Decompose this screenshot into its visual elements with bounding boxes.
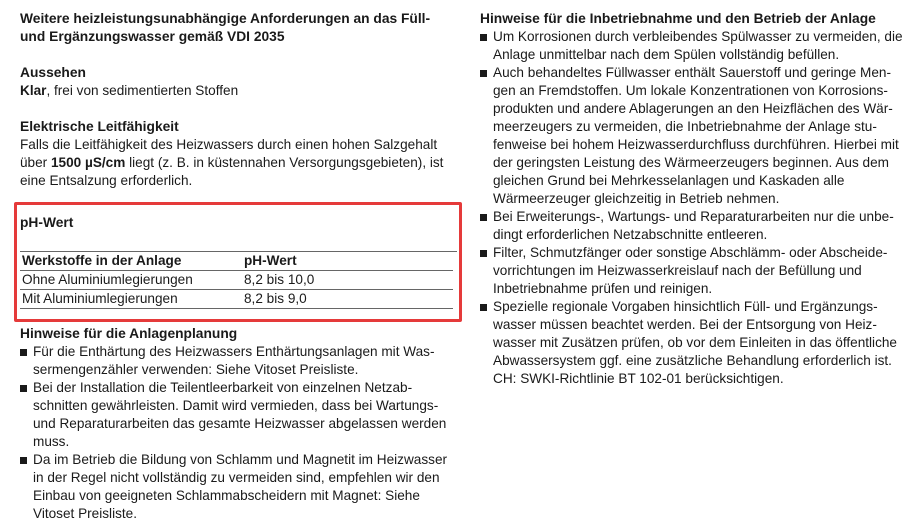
leitfaehigkeit-text-b: liegt (z. B. in küstennahen Versorgungsgebieten), ist eine Entsalzung erforderlich. <box>20 155 444 188</box>
list-item: Für die Enthärtung des Heizwassers Enthärtungsanlagen mit Wassermengenzähler verwenden: Siehe Vitoset Preisliste. <box>20 343 457 379</box>
aussehen-title: Aussehen <box>20 65 86 80</box>
list-item: Spezielle regionale Vorgaben hinsichtlich Füll- und Ergänzungswasser müssen beachtet werden. Bei der Entsorgung von Heizwasser mit Zusätzen prüfen, ob vor dem Einleiten in das öffentliche Abwassersystem ggf. eine zusätzliche Behandlung erforderlich ist. <box>480 298 905 370</box>
ph-highlight-frame <box>14 202 462 322</box>
ph-material-cell: Mit Aluminiumlegierungen <box>20 290 242 309</box>
list-item: Bei Erweiterungs-, Wartungs- und Reparaturarbeiten nur die unbedingt erforderlichen Netzabschnitte entleeren. <box>480 208 905 244</box>
list-item: Filter, Schmutzfänger oder sonstige Abschlämm- oder Abscheidevorrichtungen im Heizwasserkreislauf nach der Befüllung und Inbetriebnahme prüfen und reinigen. <box>480 244 905 298</box>
leitfaehigkeit-threshold: 1500 µS/cm <box>50 155 126 170</box>
aussehen-value: Klar <box>20 83 47 98</box>
right-column <box>480 10 905 388</box>
betrieb-list <box>480 28 905 370</box>
main-heading: Weitere heizleistungsunabhängige Anforderungen an das Füll- und Ergänzungswasser gemäß VDI 2035 <box>20 11 431 44</box>
planung-title: Hinweise für die Anlagenplanung <box>20 326 238 341</box>
ch-note: CH: SWKI-Richtlinie BT 102-01 berücksichtigen. <box>493 371 784 386</box>
leitfaehigkeit-text-a: Falls die Leitfähigkeit des Heizwassers durch einen hohen Salzgehalt über <box>20 137 438 170</box>
list-item: Da im Betrieb die Bildung von Schlamm und Magnetit im Heizwasser in der Regel nicht vollständig zu vermeiden sind, empfehlen wir den Einbau von geeigneten Schlammabscheidern mit Magnet: Siehe Vitoset Preisliste. <box>20 451 457 523</box>
betrieb-heading: Hinweise für die Inbetriebnahme und den Betrieb der Anlage <box>480 11 876 26</box>
ph-material-cell: Ohne Aluminiumlegierungen <box>20 271 242 290</box>
ph-section <box>20 202 457 309</box>
list-item: Bei der Installation die Teilentleerbarkeit von einzelnen Netzabschnitten gewährleisten. Damit wird vermieden, dass bei Wartungs- und Reparaturarbeiten das gesamte Heizwasser abgelassen werden muss. <box>20 379 457 451</box>
list-item: Um Korrosionen durch verbleibendes Spülwasser zu vermeiden, die Anlage unmittelbar nach dem Spülen vollständig befüllen. <box>480 28 905 64</box>
leitfaehigkeit-text <box>20 136 457 190</box>
ph-col-material-header: Werkstoffe in der Anlage <box>20 252 242 271</box>
ph-value-cell: 8,2 bis 9,0 <box>242 290 453 309</box>
list-item: Auch behandeltes Füllwasser enthält Sauerstoff und geringe Mengen an Fremdstoffen. Um lokale Konzentrationen von Korrosionsprodukten und andere Ablagerungen an den Heizflächen des Wärmeerzeugers zu vermeiden, die Inbetriebnahme der Anlage stufenweise bei hohem Heizwasserdurchfluss durchführen. Hierbei mit der geringsten Leistung des Wärmeerzeugers beginnen. Aus dem gleichen Grund bei Mehrkesselanlagen und Kaskaden alle Wärmeerzeuger gleichzeitig in Betrieb nehmen. <box>480 64 905 208</box>
ph-title: pH-Wert <box>20 215 74 230</box>
ph-value-cell: 8,2 bis 10,0 <box>242 271 453 290</box>
left-column <box>20 10 457 523</box>
aussehen-text <box>20 82 457 100</box>
aussehen-rest: , frei von sedimentierten Stoffen <box>46 83 239 98</box>
planung-list <box>20 343 457 523</box>
leitfaehigkeit-title: Elektrische Leitfähigkeit <box>20 119 179 134</box>
ph-col-value-header: pH-Wert <box>242 252 453 271</box>
